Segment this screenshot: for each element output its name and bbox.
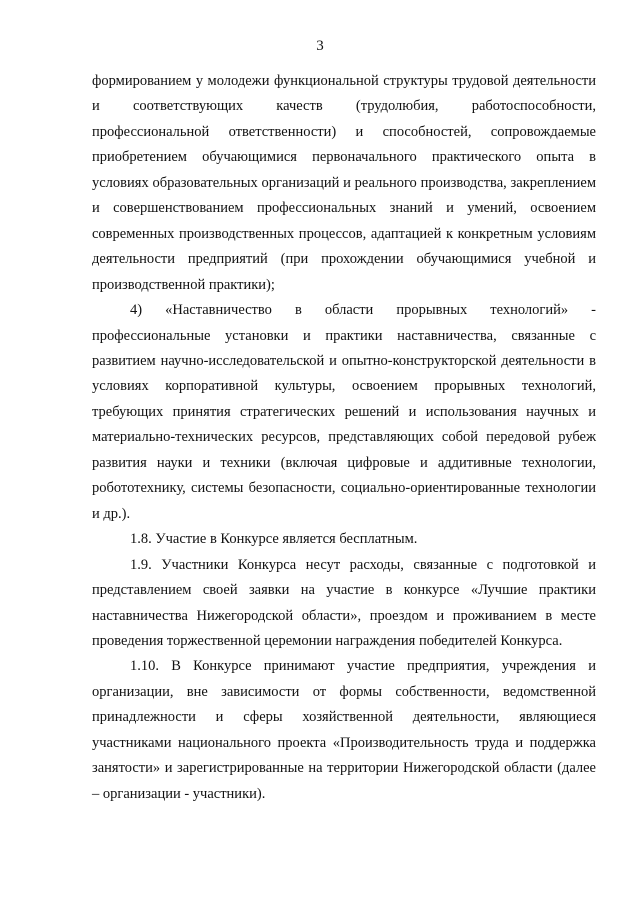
- paragraph-continuation: формированием у молодежи функциональной структуры трудовой деятельности и соответствующих качеств (трудолюбия, работоспособности, профессиональной ответственности) и способностей, сопровождаемые приобретением обучающимися первоначального практического опыта в условиях образовательных организаций и реального производства, закреплением и совершенствованием профессиональных знаний и умений, освоением современных производственных процессов, адаптацией к конкретным условиям деятельности предприятий (при прохождении обучающимися учебной и производственной практики);: [92, 73, 596, 293]
- paragraph-1-10: 1.10. В Конкурсе принимают участие предприятия, учреждения и организации, вне зависимости от формы собственности, ведомственной принадлежности и сферы хозяйственной деятельности, являющиеся участниками национального проекта «Производительность труда и поддержка занятости» и зарегистрированные на территории Нижегородской области (далее – организации - участники).: [92, 658, 596, 802]
- paragraph-item-4: 4) «Наставничество в области прорывных технологий» - профессиональные установки и практики наставничества, связанные с развитием научно-исследовательской и опытно-конструкторской деятельности в условиях корпоративной культуры, освоением прорывных технологий, требующих принятия стратегических решений и использования научных и материально-технических ресурсов, представляющих собой передовой рубеж развития науки и техники (включая цифровые и аддитивные технологии, робототехнику, системы безопасности, социально-ориентированные технологии и др.).: [92, 302, 596, 522]
- page-number: 3: [316, 38, 324, 54]
- paragraph-1-9: 1.9. Участники Конкурса несут расходы, связанные с подготовкой и представлением своей заявки на участие в конкурсе «Лучшие практики наставничества Нижегородской области», проездом и проживанием в месте проведения торжественной церемонии награждения победителей Конкурса.: [92, 556, 596, 649]
- body-text: [92, 69, 596, 807]
- paragraph-1-8: 1.8. Участие в Конкурсе является бесплатным.: [130, 531, 418, 548]
